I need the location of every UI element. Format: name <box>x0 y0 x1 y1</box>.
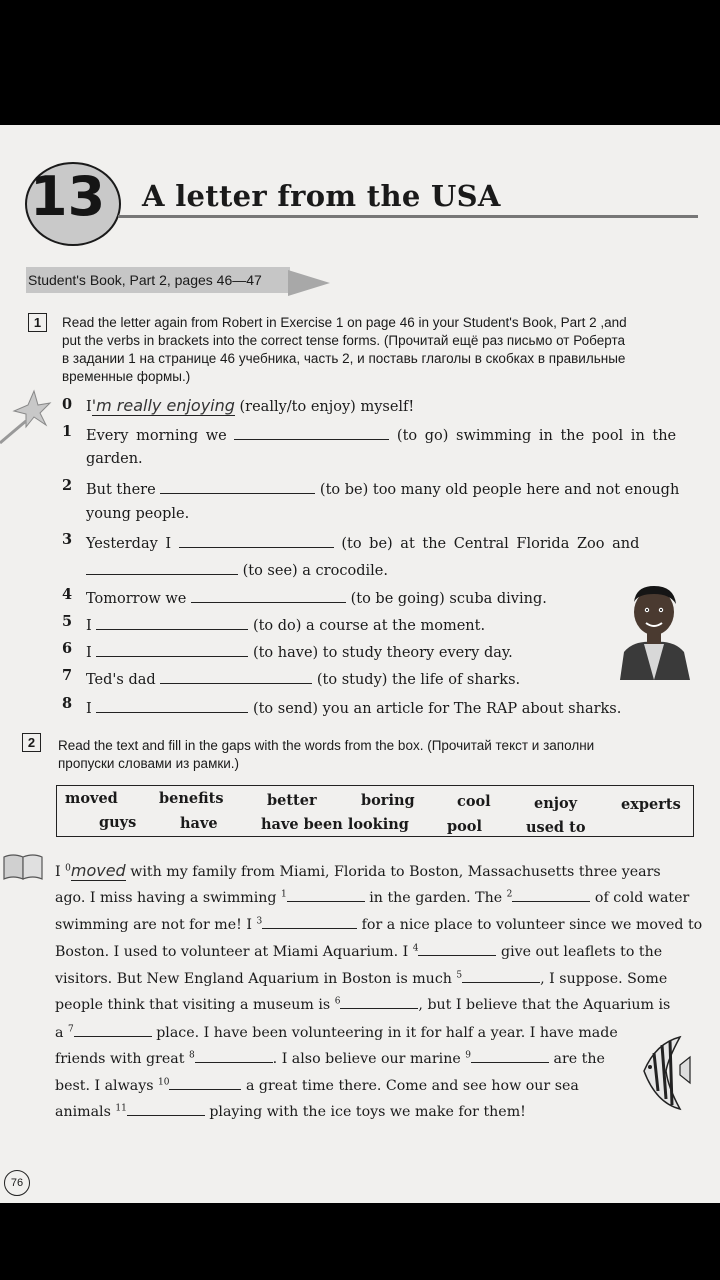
item-post: (to have) to study theory every day. <box>252 645 513 661</box>
text-segment: a great time there. Come and see how our sea <box>241 1078 579 1094</box>
answer-blank[interactable] <box>86 560 238 575</box>
gap-number: 4 <box>412 943 419 954</box>
box-word: pool <box>447 818 482 835</box>
box-word: better <box>267 792 317 809</box>
instruction-line: пропуски словами из рамки.) <box>58 756 240 771</box>
instruction-line: put the verbs in brackets into the correct tense forms. (Прочитай ещё раз письмо от Роберта <box>62 333 625 348</box>
text-line <box>55 968 667 987</box>
star-icon <box>0 387 52 445</box>
item-number: 8 <box>62 695 73 712</box>
instruction-line: Read the letter again from Robert in Exercise 1 on page 46 in your Student's Book, Part 2 ,and <box>62 315 627 330</box>
text-line <box>55 1101 526 1120</box>
gap-blank[interactable] <box>287 887 365 902</box>
gap-number: 10 <box>158 1077 170 1088</box>
page-title: A letter from the USA <box>142 179 501 213</box>
answer-blank[interactable] <box>96 642 248 657</box>
item-pre: I <box>86 618 92 634</box>
item-6 <box>86 642 513 661</box>
text-line <box>55 994 670 1013</box>
answer-blank[interactable] <box>191 588 346 603</box>
text-line <box>55 914 702 933</box>
item-pre: Tomorrow we <box>86 591 187 607</box>
exercise-2-instruction <box>58 737 698 773</box>
item-1 <box>86 425 676 444</box>
box-word: used to <box>526 819 586 836</box>
item-pre: I <box>86 645 92 661</box>
box-word: have been looking <box>261 816 409 833</box>
reference-arrow-icon <box>288 270 330 296</box>
text-segment: are the <box>548 1051 605 1067</box>
item-number: 3 <box>62 531 73 548</box>
gap-number: 2 <box>506 889 513 900</box>
item-8 <box>86 698 621 717</box>
item-3 <box>86 533 639 552</box>
text-line <box>55 861 661 880</box>
page-number: 76 <box>4 1170 30 1196</box>
item-2-cont: young people. <box>86 506 190 522</box>
gap-blank[interactable] <box>74 1022 152 1037</box>
handwritten-answer: moved <box>70 861 126 880</box>
answer-blank[interactable] <box>96 698 248 713</box>
item-1-cont: garden. <box>86 451 143 467</box>
gap-number: 0 <box>65 863 71 874</box>
box-word: benefits <box>159 790 224 807</box>
text-segment: place. I have been volunteering in it for half a year. I have made <box>151 1025 618 1041</box>
item-number: 7 <box>62 667 73 684</box>
text-line <box>55 1075 579 1094</box>
answer-blank[interactable] <box>160 479 315 494</box>
gap-blank[interactable] <box>262 914 357 929</box>
gap-blank[interactable] <box>127 1101 205 1116</box>
item-number: 2 <box>62 477 73 494</box>
text-line <box>55 1048 605 1067</box>
title-underline <box>118 215 698 218</box>
text-segment: in the garden. The <box>364 890 507 906</box>
answer-blank[interactable] <box>96 615 248 630</box>
fish-icon <box>636 1035 692 1113</box>
item-5 <box>86 615 485 634</box>
box-word: boring <box>361 792 415 809</box>
text-segment: with my family from Miami, Florida to Boston, Massachusetts three years <box>125 864 661 880</box>
box-word: experts <box>621 796 681 813</box>
text-segment: , but I believe that the Aquarium is <box>418 997 671 1013</box>
box-word: cool <box>457 793 491 810</box>
text-segment: a <box>55 1025 68 1041</box>
item-7 <box>86 669 520 688</box>
gap-blank[interactable] <box>169 1075 241 1090</box>
item-number: 4 <box>62 586 73 603</box>
item-post: (really/to enjoy) myself! <box>239 399 415 415</box>
gap-blank[interactable] <box>462 968 540 983</box>
gap-number: 6 <box>334 996 341 1007</box>
workbook-page <box>0 125 720 1203</box>
item-pre: Yesterday I <box>86 536 172 552</box>
gap-blank[interactable] <box>512 887 590 902</box>
exercise-1-instruction <box>62 314 702 386</box>
text-segment: animals <box>55 1104 116 1120</box>
item-post: (to be) at the Central Florida Zoo and <box>341 536 640 552</box>
item-4 <box>86 588 547 607</box>
item-number: 5 <box>62 613 73 630</box>
gap-number: 9 <box>465 1050 471 1061</box>
text-segment: friends with great <box>55 1051 189 1067</box>
box-word: enjoy <box>534 795 578 812</box>
answer-blank[interactable] <box>160 669 312 684</box>
handwritten-answer: 'm really enjoying <box>91 396 235 415</box>
gap-number: 3 <box>256 916 263 927</box>
item-pre: I <box>86 701 92 717</box>
item-pre: Every morning we <box>86 428 227 444</box>
item-post: (to study) the life of sharks. <box>316 672 521 688</box>
item-number: 0 <box>62 396 73 413</box>
word-box <box>56 785 694 837</box>
unit-number: 13 <box>30 165 106 228</box>
answer-blank[interactable] <box>179 533 334 548</box>
reference-bar: Student's Book, Part 2, pages 46—47 <box>26 267 290 293</box>
exercise-2-number: 2 <box>22 733 41 752</box>
instruction-line: временные формы.) <box>62 369 191 384</box>
item-number: 6 <box>62 640 73 657</box>
item-number: 1 <box>62 423 73 440</box>
boy-illustration-icon <box>614 580 694 680</box>
text-segment: of cold water <box>590 890 690 906</box>
gap-blank[interactable] <box>340 994 418 1009</box>
text-segment: visitors. But New England Aquarium in Boston is much <box>55 971 457 987</box>
text-segment: give out leaflets to the <box>496 944 663 960</box>
item-3-cont <box>86 560 388 579</box>
item-post: (to send) you an article for The RAP about sharks. <box>252 701 622 717</box>
text-segment: best. I always <box>55 1078 158 1094</box>
item-pre: Ted's dad <box>86 672 156 688</box>
text-segment: people think that visiting a museum is <box>55 997 335 1013</box>
gap-blank[interactable] <box>471 1048 549 1063</box>
item-post: (to go) swimming in the pool in the <box>396 428 677 444</box>
gap-number: 7 <box>67 1024 74 1035</box>
item-post: (to be) too many old people here and not enough <box>319 482 680 498</box>
gap-number: 11 <box>115 1103 127 1114</box>
box-word: have <box>180 815 218 832</box>
text-segment: I <box>55 864 66 880</box>
text-segment: , I suppose. Some <box>540 971 668 987</box>
box-word: moved <box>65 790 118 807</box>
text-segment: swimming are not for me! I <box>55 917 257 933</box>
text-line <box>55 887 689 906</box>
item-post: (to see) a crocodile. <box>242 563 388 579</box>
book-icon <box>2 851 44 881</box>
item-pre: But there <box>86 482 156 498</box>
answer-blank[interactable] <box>234 425 389 440</box>
exercise-1-number: 1 <box>28 313 47 332</box>
text-segment: Boston. I used to volunteer at Miami Aquarium. I <box>55 944 413 960</box>
item-post: (to be going) scuba diving. <box>350 591 547 607</box>
item-pre: I <box>86 399 92 415</box>
gap-blank[interactable] <box>195 1048 273 1063</box>
item-post: (to do) a course at the moment. <box>252 618 486 634</box>
text-segment: . I also believe our marine <box>272 1051 466 1067</box>
gap-number: 5 <box>456 970 463 981</box>
instruction-line: в задании 1 на странице 46 учебника, часть 2, и поставь глаголы в скобках в правильные <box>62 351 626 366</box>
gap-blank[interactable] <box>418 941 496 956</box>
text-segment: ago. I miss having a swimming <box>55 890 282 906</box>
text-line <box>55 941 662 960</box>
text-segment: playing with the ice toys we make for them! <box>204 1104 526 1120</box>
item-0 <box>86 396 414 415</box>
instruction-line: Read the text and fill in the gaps with the words from the box. (Прочитай текст и заполни <box>58 738 595 753</box>
gap-number: 1 <box>281 889 287 900</box>
gap-number: 8 <box>188 1050 195 1061</box>
text-line <box>55 1022 618 1041</box>
box-word: guys <box>99 814 137 831</box>
text-segment: for a nice place to volunteer since we moved to <box>357 917 703 933</box>
item-2 <box>86 479 679 498</box>
